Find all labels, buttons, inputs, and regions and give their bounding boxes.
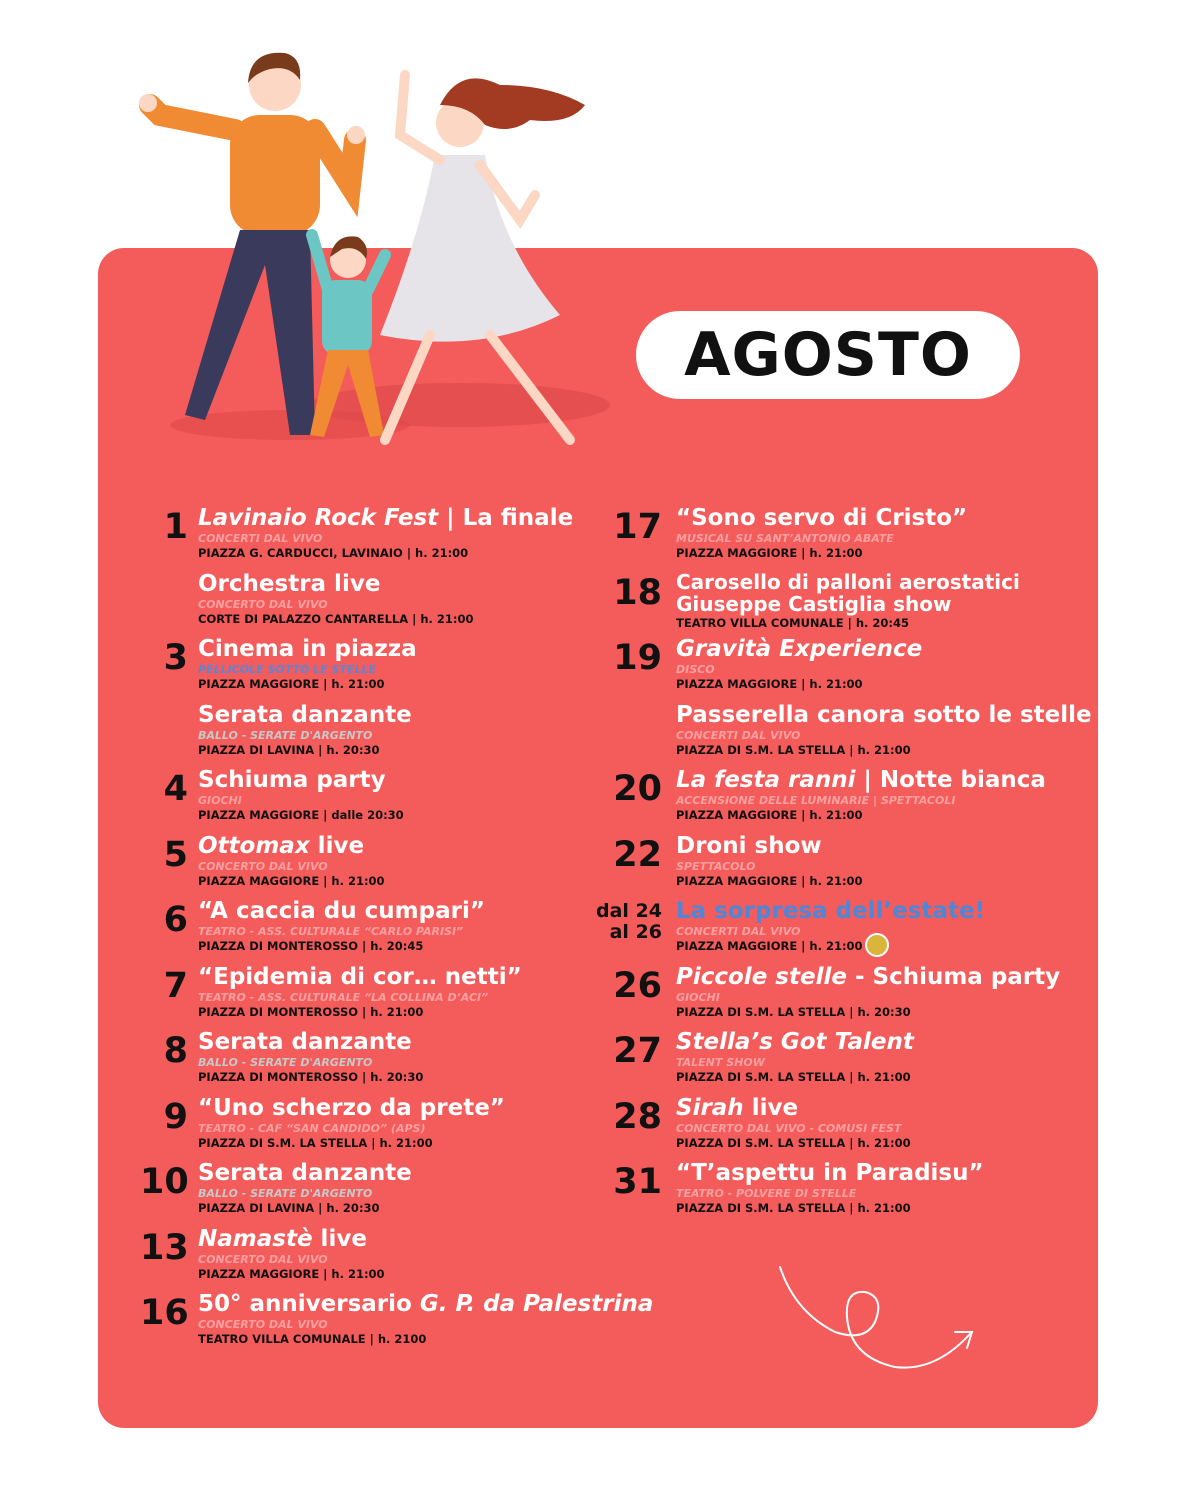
event-title-italic: Lavinaio Rock Fest bbox=[198, 505, 439, 531]
event-location: PIAZZA MAGGIORE | h. 21:00 bbox=[676, 677, 863, 691]
event-location: PIAZZA MAGGIORE | dalle 20:30 bbox=[198, 808, 404, 822]
event-title: - Schiuma party bbox=[846, 963, 1061, 990]
event-title: “Sono servo di Cristo” bbox=[676, 505, 968, 531]
event-category: CONCERTO DAL VIVO bbox=[198, 597, 328, 611]
event-title: live bbox=[309, 832, 365, 859]
event-category: TEATRO - CAF “SAN CANDIDO” (APS) bbox=[198, 1121, 426, 1135]
list-item bbox=[140, 1291, 654, 1357]
event-day-end: al 26 bbox=[609, 921, 662, 943]
event-location: PIAZZA MAGGIORE | h. 21:00 bbox=[676, 808, 863, 822]
event-day: 26 bbox=[613, 965, 662, 1006]
event-day: 4 bbox=[163, 769, 188, 809]
event-day: 18 bbox=[613, 572, 662, 613]
event-title: Schiuma party bbox=[198, 767, 386, 793]
event-title-italic: Namastè bbox=[198, 1225, 313, 1252]
event-title: “T’aspettu in Paradisu” bbox=[676, 1160, 984, 1186]
event-title: Droni show bbox=[676, 832, 822, 859]
event-location: PIAZZA DI S.M. LA STELLA | h. 21:00 bbox=[198, 1135, 433, 1150]
event-day: 3 bbox=[163, 638, 188, 678]
event-category: BALLO - SERATE D'ARGENTO bbox=[198, 1056, 373, 1069]
list-item bbox=[140, 1160, 610, 1226]
event-title: live bbox=[312, 1225, 367, 1252]
list-item bbox=[594, 1029, 1094, 1095]
event-category: CONCERTI DAL VIVO bbox=[676, 925, 801, 938]
event-category: TEATRO - POLVERE DI STELLE bbox=[676, 1187, 857, 1200]
event-day: 5 bbox=[163, 834, 188, 875]
event-location: PIAZZA DI S.M. LA STELLA | h. 21:00 bbox=[676, 742, 911, 757]
event-location: PIAZZA DI LAVINA | h. 20:30 bbox=[198, 1201, 380, 1215]
list-item bbox=[140, 1226, 610, 1292]
event-category: BALLO - SERATE D'ARGENTO bbox=[198, 728, 373, 742]
list-item bbox=[140, 767, 610, 833]
list-item bbox=[594, 636, 1094, 702]
event-day: 13 bbox=[140, 1227, 189, 1268]
event-day: 27 bbox=[613, 1031, 662, 1071]
event-title-italic: Piccole stelle bbox=[676, 963, 847, 990]
event-day: 17 bbox=[613, 507, 662, 547]
event-location: PIAZZA DI S.M. LA STELLA | h. 21:00 bbox=[676, 1201, 911, 1215]
list-item bbox=[594, 702, 1094, 768]
list-item bbox=[594, 898, 1094, 964]
event-title: live bbox=[743, 1094, 799, 1121]
list-item bbox=[140, 636, 610, 702]
list-item bbox=[140, 702, 610, 768]
event-category: CONCERTO DAL VIVO bbox=[198, 859, 328, 873]
list-item bbox=[594, 767, 1094, 833]
event-day: 31 bbox=[613, 1162, 662, 1202]
event-title-italic: Stella’s Got Talent bbox=[676, 1029, 914, 1055]
event-category: GIOCHI bbox=[676, 990, 720, 1004]
event-location: PIAZZA DI S.M. LA STELLA | h. 21:00 bbox=[676, 1135, 911, 1150]
event-title: “Uno scherzo da prete” bbox=[198, 1094, 505, 1121]
event-day: 19 bbox=[613, 638, 662, 678]
event-day: 8 bbox=[163, 1031, 188, 1071]
event-location: PIAZZA G. CARDUCCI, LAVINAIO | h. 21:00 bbox=[198, 546, 469, 560]
list-item bbox=[594, 1095, 1094, 1161]
list-item bbox=[140, 1095, 610, 1161]
event-location: PIAZZA MAGGIORE | h. 21:00 bbox=[198, 677, 385, 691]
event-title: Carosello di palloni aerostatici bbox=[676, 569, 1020, 594]
event-category: CONCERTO DAL VIVO bbox=[198, 1318, 328, 1331]
event-title: Serata danzante bbox=[198, 1029, 412, 1055]
event-category: SPETTACOLO bbox=[676, 859, 756, 873]
swirl-arrow-icon bbox=[775, 1262, 980, 1380]
event-day: 16 bbox=[140, 1293, 189, 1333]
event-category: TEATRO - ASS. CULTURALE “CARLO PARISI” bbox=[198, 925, 464, 938]
event-day: 6 bbox=[163, 900, 188, 940]
event-category: MUSICAL SU SANT’ANTONIO ABATE bbox=[676, 532, 894, 545]
list-item bbox=[594, 505, 1094, 571]
event-location: TEATRO VILLA COMUNALE | h. 2100 bbox=[198, 1332, 427, 1346]
event-location: PIAZZA DI MONTEROSSO | h. 20:30 bbox=[198, 1070, 424, 1084]
event-day-start: dal 24 bbox=[596, 900, 662, 922]
list-item bbox=[140, 1029, 610, 1095]
dancing-family-illustration bbox=[130, 45, 610, 455]
right-column bbox=[594, 505, 1094, 1226]
event-day: 1 bbox=[163, 507, 188, 547]
event-day: 28 bbox=[613, 1096, 662, 1137]
list-item bbox=[140, 964, 610, 1030]
event-day-range bbox=[594, 901, 662, 943]
event-title: 50° anniversario bbox=[198, 1291, 420, 1317]
event-location: PIAZZA DI S.M. LA STELLA | h. 20:30 bbox=[676, 1004, 911, 1019]
list-item bbox=[140, 505, 610, 571]
event-category: ACCENSIONE DELLE LUMINARIE | SPETTACOLI bbox=[676, 794, 956, 807]
event-day: 9 bbox=[163, 1096, 188, 1137]
event-location: PIAZZA DI MONTEROSSO | h. 21:00 bbox=[198, 1004, 424, 1019]
list-item bbox=[594, 833, 1094, 899]
event-title: Serata danzante bbox=[198, 701, 412, 728]
list-item bbox=[140, 833, 610, 899]
event-title: | La finale bbox=[438, 505, 574, 531]
event-location: PIAZZA MAGGIORE | h. 21:00 bbox=[676, 939, 863, 953]
list-item bbox=[594, 964, 1094, 1030]
event-category: PELLICOLE SOTTO LE STELLE bbox=[198, 663, 377, 676]
event-day: 22 bbox=[613, 834, 662, 875]
list-item bbox=[140, 571, 610, 637]
event-title: Cinema in piazza bbox=[198, 636, 417, 662]
event-location: PIAZZA DI LAVINA | h. 20:30 bbox=[198, 742, 380, 757]
list-item bbox=[140, 898, 610, 964]
event-category: CONCERTI DAL VIVO bbox=[198, 532, 323, 545]
event-title-italic: Gravità Experience bbox=[676, 636, 923, 662]
event-category: CONCERTO DAL VIVO bbox=[198, 1252, 328, 1266]
event-location: PIAZZA MAGGIORE | h. 21:00 bbox=[198, 1266, 385, 1281]
list-item bbox=[594, 571, 1094, 637]
event-title: Serata danzante bbox=[198, 1160, 412, 1186]
event-location: PIAZZA DI S.M. LA STELLA | h. 21:00 bbox=[676, 1070, 911, 1084]
event-day: 20 bbox=[613, 769, 662, 809]
list-item bbox=[594, 1160, 1094, 1226]
event-title: La sorpresa dell’estate! bbox=[676, 898, 986, 924]
event-day: 10 bbox=[140, 1162, 189, 1202]
event-category: TALENT SHOW bbox=[676, 1056, 765, 1069]
event-location: PIAZZA MAGGIORE | h. 21:00 bbox=[198, 873, 385, 888]
event-day: 7 bbox=[163, 965, 188, 1006]
event-title-italic: La festa ranni bbox=[676, 767, 856, 793]
event-category: CONCERTO DAL VIVO - COMUSI FEST bbox=[676, 1121, 902, 1135]
event-location: PIAZZA DI MONTEROSSO | h. 20:45 bbox=[198, 939, 424, 953]
event-title: “Epidemia di cor… netti” bbox=[198, 963, 522, 990]
event-category: CONCERTI DAL VIVO bbox=[676, 728, 801, 742]
event-location: TEATRO VILLA COMUNALE | h. 20:45 bbox=[676, 615, 910, 630]
event-title-second-line: Giuseppe Castiglia show bbox=[676, 591, 952, 616]
avatar-badge-icon bbox=[865, 933, 889, 957]
event-title: “A caccia du cumpari” bbox=[198, 898, 485, 924]
month-title: AGOSTO bbox=[684, 320, 972, 390]
event-title-italic: Ottomax bbox=[198, 832, 310, 859]
event-title-italic: G. P. da Palestrina bbox=[419, 1291, 654, 1317]
event-category: BALLO - SERATE D'ARGENTO bbox=[198, 1187, 373, 1200]
event-location: PIAZZA MAGGIORE | h. 21:00 bbox=[676, 546, 863, 560]
event-title-italic: Sirah bbox=[676, 1094, 744, 1121]
month-pill bbox=[636, 311, 1020, 399]
event-category: GIOCHI bbox=[198, 794, 242, 807]
event-category: DISCO bbox=[676, 663, 715, 676]
event-title: Passerella canora sotto le stelle bbox=[676, 701, 1092, 728]
event-location: PIAZZA MAGGIORE | h. 21:00 bbox=[676, 873, 863, 888]
event-category: TEATRO - ASS. CULTURALE “LA COLLINA D’ACI” bbox=[198, 990, 489, 1004]
event-location: CORTE DI PALAZZO CANTARELLA | h. 21:00 bbox=[198, 611, 474, 626]
event-title: Orchestra live bbox=[198, 570, 381, 597]
event-title: | Notte bianca bbox=[855, 767, 1046, 793]
